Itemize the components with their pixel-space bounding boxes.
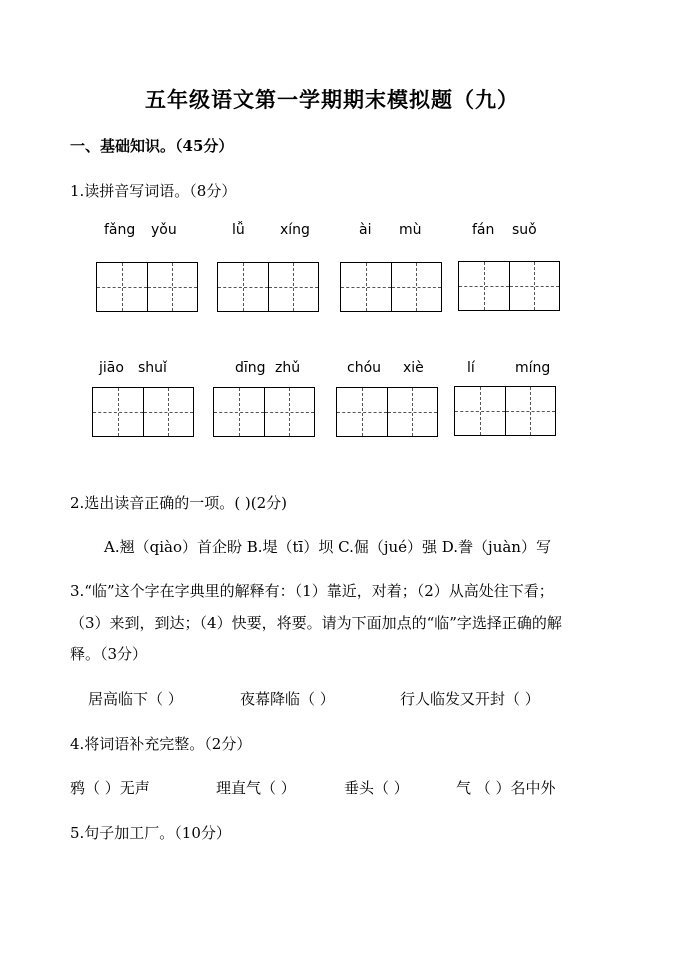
pinyin: jiāo: [99, 360, 124, 376]
pinyin: ài: [359, 222, 372, 238]
question-2-options: A.翘（qiào）首企盼 B.堤（tī）坝 C.倔（jué）强 D.誊（juàn）写: [104, 538, 551, 556]
writing-grid-box[interactable]: [458, 261, 560, 311]
question-3-line-3: 释。（3分）: [70, 645, 148, 663]
writing-grid-box[interactable]: [217, 262, 319, 312]
question-3-item: 行人临发又开封（ ）: [400, 690, 540, 708]
pinyin: lí: [467, 360, 475, 376]
writing-grid-box[interactable]: [213, 387, 315, 437]
writing-grid-box[interactable]: [454, 386, 556, 436]
question-3-line-2: （3）来到，到达；（4）快要，将要。请为下面加点的“临”字选择正确的解: [70, 614, 562, 632]
writing-grid-box[interactable]: [336, 387, 438, 437]
question-5-label: 5.句子加工厂。（10分）: [70, 824, 231, 842]
pinyin: mù: [399, 222, 422, 238]
pinyin: dīng: [235, 360, 266, 376]
page-title: 五年级语文第一学期期末模拟题（九）: [145, 87, 519, 112]
question-4-item: 气 （ ）名中外: [456, 779, 556, 797]
pinyin: xíng: [280, 222, 310, 238]
pinyin: míng: [515, 360, 551, 376]
writing-grid-box[interactable]: [340, 262, 442, 312]
pinyin: shuǐ: [138, 360, 167, 376]
writing-grid-box[interactable]: [92, 387, 194, 437]
question-3-item: 居高临下（ ）: [88, 690, 183, 708]
pinyin: lǚ: [232, 222, 245, 238]
question-4-item: 垂头（ ）: [344, 779, 409, 797]
pinyin: yǒu: [151, 222, 177, 238]
pinyin: fán: [472, 222, 495, 238]
question-3-line-1: 3.“临”这个字在字典里的解释有：（1）靠近，对着；（2）从高处往下看；: [70, 582, 554, 600]
question-3-item: 夜幕降临（ ）: [240, 690, 335, 708]
pinyin: xiè: [403, 360, 424, 376]
question-1-label: 1.读拼音写词语。（8分）: [70, 182, 237, 200]
question-4-item: 理直气（ ）: [216, 779, 296, 797]
pinyin: fǎng: [104, 222, 136, 238]
writing-grid-box[interactable]: [96, 262, 198, 312]
pinyin: chóu: [347, 360, 382, 376]
question-2-label: 2.选出读音正确的一项。( )(2分): [70, 494, 288, 512]
pinyin: zhǔ: [275, 360, 301, 376]
section-heading-basic-knowledge: 一、基础知识。（45分）: [70, 137, 234, 155]
question-4-item: 鸦（ ）无声: [70, 779, 150, 797]
question-4-label: 4.将词语补充完整。（2分）: [70, 735, 252, 753]
pinyin: suǒ: [512, 222, 537, 238]
